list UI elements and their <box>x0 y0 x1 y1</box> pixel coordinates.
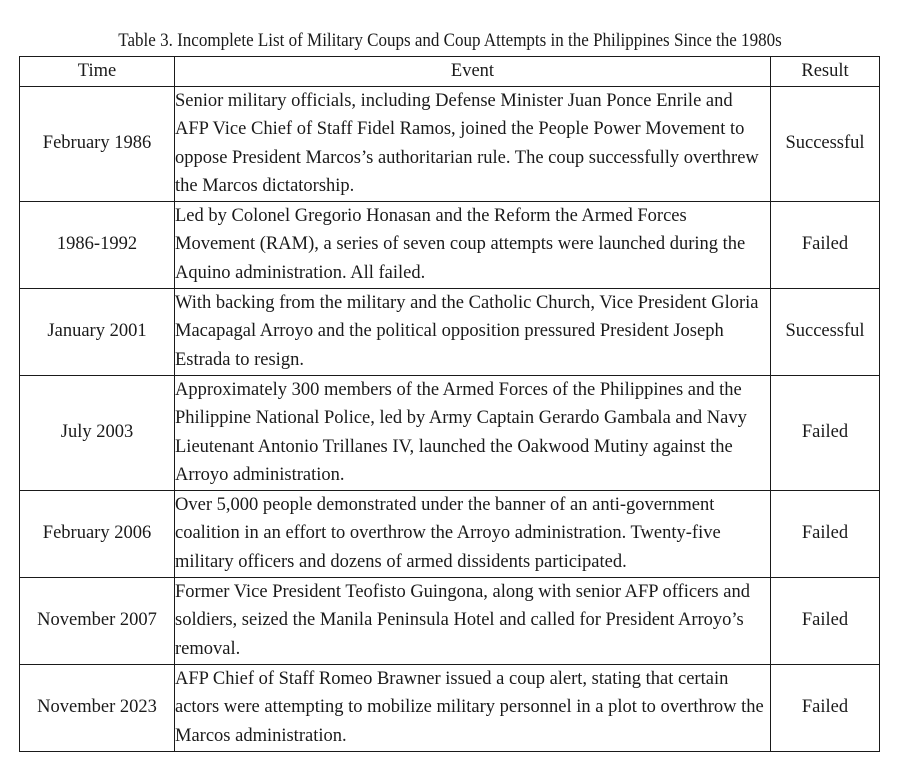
event-cell: Approximately 300 members of the Armed Forces of the Philippines and the Philippine National Police, led by Army Captain Gerardo Gambala and Navy Lieutenant Antonio Trillanes IV, launched the Oakwood Mutiny against the Arroyo administration. <box>175 375 771 490</box>
table-row <box>20 375 880 490</box>
result-cell: Successful <box>771 86 880 201</box>
event-cell: With backing from the military and the Catholic Church, Vice President Gloria Macapagal Arroyo and the political opposition pressured President Joseph Estrada to resign. <box>175 288 771 375</box>
event-cell: Over 5,000 people demonstrated under the banner of an anti-government coalition in an effort to overthrow the Arroyo administration. Twenty-five military officers and dozens of armed dissidents participated. <box>175 490 771 577</box>
time-cell: January 2001 <box>20 288 175 375</box>
table-row <box>20 664 880 751</box>
time-cell: February 1986 <box>20 86 175 201</box>
result-cell: Successful <box>771 288 880 375</box>
table-row <box>20 577 880 664</box>
table-row <box>20 288 880 375</box>
table-body <box>20 86 880 751</box>
table-caption: Table 3. Incomplete List of Military Coups and Coup Attempts in the Philippines Since the 1980s <box>118 31 782 51</box>
result-cell: Failed <box>771 201 880 288</box>
table-header <box>20 57 880 87</box>
header-row <box>20 57 880 87</box>
result-cell: Failed <box>771 375 880 490</box>
event-cell: Senior military officials, including Defense Minister Juan Ponce Enrile and AFP Vice Chief of Staff Fidel Ramos, joined the People Power Movement to oppose President Marcos’s authoritarian rule. The coup successfully overthrew the Marcos dictatorship. <box>175 86 771 201</box>
time-cell: February 2006 <box>20 490 175 577</box>
header-result: Result <box>771 57 880 87</box>
result-cell: Failed <box>771 664 880 751</box>
time-cell: November 2023 <box>20 664 175 751</box>
result-cell: Failed <box>771 577 880 664</box>
time-cell: November 2007 <box>20 577 175 664</box>
header-time: Time <box>20 57 175 87</box>
table-row <box>20 490 880 577</box>
time-cell: 1986-1992 <box>20 201 175 288</box>
coups-table <box>19 56 880 752</box>
time-cell: July 2003 <box>20 375 175 490</box>
result-cell: Failed <box>771 490 880 577</box>
header-event: Event <box>175 57 771 87</box>
event-cell: Led by Colonel Gregorio Honasan and the Reform the Armed Forces Movement (RAM), a series of seven coup attempts were launched during the Aquino administration. All failed. <box>175 201 771 288</box>
table-row <box>20 86 880 201</box>
event-cell: AFP Chief of Staff Romeo Brawner issued a coup alert, stating that certain actors were attempting to mobilize military personnel in a plot to overthrow the Marcos administration. <box>175 664 771 751</box>
event-cell: Former Vice President Teofisto Guingona, along with senior AFP officers and soldiers, seized the Manila Peninsula Hotel and called for President Arroyo’s removal. <box>175 577 771 664</box>
table-row <box>20 201 880 288</box>
